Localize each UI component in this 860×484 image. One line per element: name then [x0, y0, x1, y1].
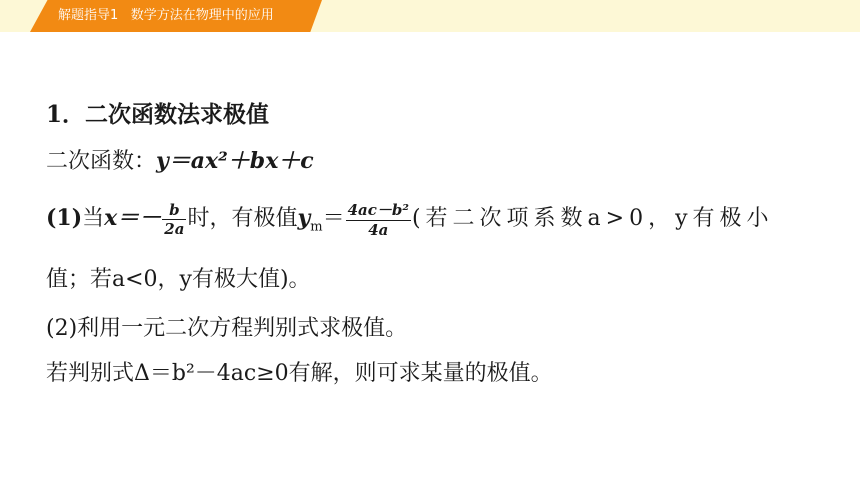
extreme-fraction-denominator: 4a — [368, 221, 389, 239]
vertex-fraction-denominator: 2a — [164, 219, 185, 238]
vertex-fraction-numerator: b — [162, 201, 186, 220]
extreme-fraction-numerator: 4ac－b² — [347, 201, 409, 219]
section-tab-label — [58, 0, 274, 32]
extreme-value-continuation: 值；若a<0，y有极大值)。 — [46, 267, 311, 292]
extreme-fraction — [346, 199, 411, 239]
section-title: 数学方法在物理中的应用 — [130, 8, 274, 23]
ym-subscript: m — [310, 219, 323, 235]
vertex-fraction — [162, 201, 186, 238]
l2-x: x＝－ — [104, 205, 162, 231]
l2-label: (1) — [46, 205, 83, 231]
l2-eq: ＝ — [322, 206, 345, 231]
discriminant-condition: 若判别式Δ＝b²－4ac≥0有解，则可求某量的极值。 — [46, 361, 553, 386]
l2-when: 当 — [82, 206, 105, 231]
quadratic-definition — [46, 144, 314, 175]
extreme-value-rule — [46, 199, 774, 239]
l2-text1: 时，有极值 — [187, 206, 298, 231]
l2-text2: (若二次项系数a>0，y有极小 — [411, 206, 774, 231]
ym-symbol: y — [297, 205, 311, 231]
l1-formula: y＝ax²＋bx＋c — [156, 148, 314, 174]
discriminant-method: (2)利用一元二次方程判别式求极值。 — [46, 316, 408, 341]
content-heading: 1．二次函数法求极值 — [46, 101, 270, 128]
l1-prefix: 二次函数： — [46, 149, 157, 174]
section-number: 解题指导1 — [58, 8, 119, 23]
